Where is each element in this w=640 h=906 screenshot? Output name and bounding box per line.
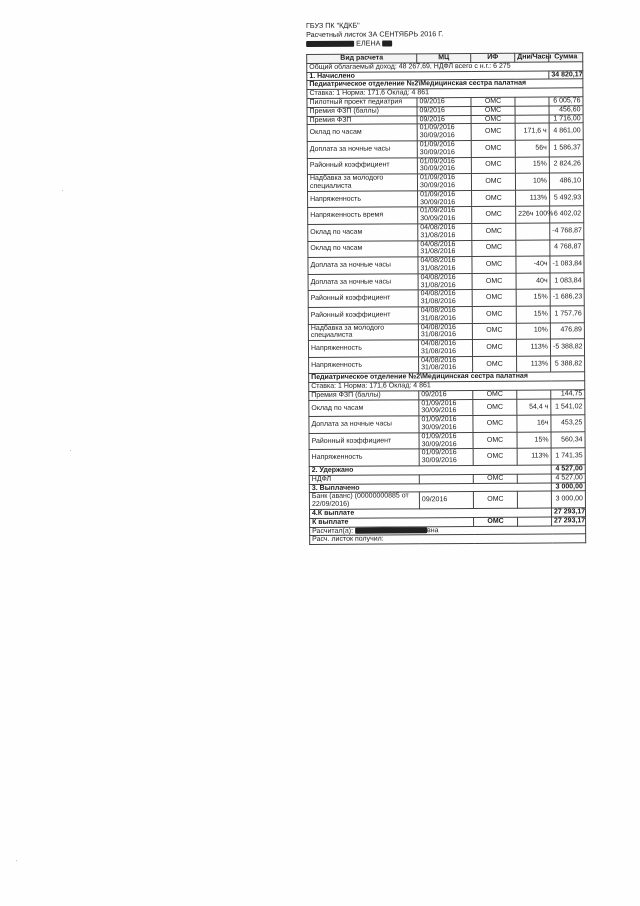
row-sum: -5 388,82	[550, 339, 584, 356]
table-row	[308, 190, 584, 208]
row-hours: 15%	[515, 157, 549, 174]
period-end: 30/09/2016	[419, 132, 455, 140]
row-sum: 453,25	[551, 415, 585, 432]
row-name: Районный коэффициент	[309, 433, 419, 450]
col-header: Дни/Часы	[515, 53, 549, 62]
row-name: Районный коэффициент	[307, 157, 417, 174]
row-period	[417, 140, 471, 157]
row-hours	[515, 106, 549, 115]
row-period	[417, 97, 471, 106]
col-header: ИФ	[471, 53, 515, 62]
period-end: 30/09/2016	[419, 182, 456, 190]
section-total: 3 000,00	[551, 482, 585, 491]
row-name: Доплата за ночные часы	[309, 416, 419, 433]
col-header: Вид расчета	[307, 54, 417, 63]
row-sum: 2 824,26	[549, 156, 583, 173]
period-end: 31/08/2016	[420, 265, 456, 273]
period-end: 30/09/2016	[419, 148, 455, 157]
period-end: 31/08/2016	[420, 298, 456, 306]
period-start: 04/08/2016	[420, 306, 456, 315]
row-fund: ОМС	[473, 356, 517, 373]
row-period	[417, 106, 471, 115]
period-start: 04/08/2016	[420, 273, 456, 282]
period-start: 04/08/2016	[421, 356, 457, 364]
final-sum: 27 293,17	[552, 517, 586, 526]
period-start: 04/08/2016	[420, 340, 457, 348]
section-total: 27 293,17	[551, 508, 585, 517]
row-name: Напряженность время	[308, 207, 418, 224]
row-sum: 5 388,82	[551, 355, 585, 372]
period-end: 30/09/2016	[421, 424, 457, 432]
row-period	[417, 174, 471, 191]
row-sum: 1 586,37	[549, 140, 583, 157]
row-fund: ОМС	[472, 256, 516, 273]
row-hours	[517, 474, 551, 483]
row-name: Оклад по часам	[307, 124, 417, 141]
table-row	[309, 432, 585, 450]
section-label: 4.К выплате	[309, 508, 551, 518]
dept-title: Педиатрическое отделение №2\Медицинская сестра палатная	[307, 79, 583, 89]
period-start: 01/09/2016	[421, 399, 457, 407]
row-period	[418, 306, 472, 323]
scan-speck	[62, 190, 63, 191]
row-name: НДФЛ	[309, 475, 419, 484]
final-fund: ОМС	[474, 517, 518, 526]
row-sum: 6 005,76	[549, 97, 583, 106]
row-fund: ОМС	[473, 390, 517, 399]
row-period	[418, 190, 472, 207]
table-row	[308, 273, 584, 291]
dept-rate: Ставка: 1 Норма: 171,6 Оклад: 4 861	[307, 88, 583, 98]
row-hours: 113%	[516, 339, 550, 356]
row-fund: ОМС	[473, 474, 517, 483]
slip-title: Расчетный листок ЗА СЕНТЯБРЬ 2016 Г.	[306, 29, 444, 39]
payslip	[306, 20, 586, 622]
row-period	[418, 223, 472, 240]
row-hours	[516, 240, 550, 257]
row-fund: ОМС	[472, 339, 516, 356]
row-sum: -1 083,84	[550, 256, 584, 273]
row-hours	[517, 390, 551, 399]
row-fund: ОМС	[473, 432, 517, 449]
row-sum: 4 861,00	[549, 123, 583, 140]
period-end: 30/09/2016	[419, 165, 455, 173]
table-row	[307, 156, 583, 174]
row-hours	[518, 517, 552, 526]
table-row	[307, 173, 583, 191]
period-start: 01/09/2016	[421, 416, 457, 424]
period-start: 01/09/2016	[420, 207, 456, 215]
row-hours	[515, 115, 549, 124]
table-row	[307, 123, 583, 141]
period-end: 31/08/2016	[420, 314, 456, 323]
row-period	[419, 356, 473, 373]
row-name: Напряженность	[309, 449, 419, 466]
period-start: 04/08/2016	[420, 257, 456, 265]
table-row	[308, 306, 584, 324]
row-fund: ОМС	[471, 140, 515, 157]
calc-suffix: вна	[426, 526, 439, 534]
table-row	[309, 491, 585, 509]
row-name: Районный коэффициент	[308, 290, 418, 307]
section-total: 4 527,00	[551, 465, 585, 474]
row-name: Напряженность	[308, 191, 418, 208]
period-start: 01/09/2016	[419, 141, 455, 149]
period-end: 31/08/2016	[420, 281, 456, 289]
row-name: Доплата за ночные часы	[307, 141, 417, 158]
row-period: 09/2016	[419, 492, 473, 509]
period-start: 01/09/2016	[419, 124, 455, 132]
row-sum: 486,10	[549, 173, 583, 190]
row-name: Оклад по часам	[308, 224, 418, 241]
row-hours: 171,6 ч	[515, 123, 549, 140]
employee-name: ЕЛЕНА	[356, 38, 381, 48]
col-header: Сумма	[549, 53, 583, 62]
row-name: Премия ФЗП (баллы)	[307, 107, 417, 116]
received-row	[310, 534, 586, 544]
table-row	[309, 355, 585, 373]
period-start: 04/08/2016	[420, 290, 456, 298]
row-fund: ОМС	[472, 207, 516, 224]
row-fund: ОМС	[471, 115, 515, 124]
row-hours: 226ч 100%	[516, 206, 550, 223]
row-sum: 1 716,00	[549, 114, 583, 123]
period-end: 31/08/2016	[420, 231, 456, 240]
row-fund: ОМС	[471, 106, 515, 115]
period-start: 09/2016	[419, 106, 445, 115]
period-end: 30/09/2016	[421, 457, 457, 465]
row-fund: ОМС	[472, 190, 516, 207]
row-fund: ОМС	[471, 97, 515, 106]
redaction-bar	[355, 527, 427, 533]
final-label: К выплате	[310, 517, 474, 527]
row-sum: 1 541,02	[551, 398, 585, 415]
row-fund: ОМС	[473, 415, 517, 432]
summary-text: Общий облагаемый доход: 48 267,69, НДФЛ всего с н.г.: 6 275	[307, 62, 583, 72]
period-end: 31/08/2016	[420, 248, 456, 256]
row-hours: 56ч	[515, 140, 549, 157]
row-fund: ОМС	[473, 449, 517, 466]
redaction-bar	[306, 41, 354, 47]
section-label: 2. Удержано	[309, 465, 551, 475]
row-name: Районный коэффициент	[308, 307, 418, 324]
row-period	[419, 432, 473, 449]
dept-rate: Ставка: 1 Норма: 171,6 Оклад: 4 861	[309, 381, 585, 391]
row-hours: 15%	[517, 432, 551, 449]
row-hours: 54,4 ч	[517, 399, 551, 416]
row-fund: ОМС	[472, 240, 516, 257]
section-label: 1. Начислено	[307, 71, 549, 81]
row-name: Банк (аванс) (00000000885 от 22/09/2016)	[309, 492, 419, 509]
row-hours: 10%	[516, 323, 550, 340]
row-hours: 113%	[517, 448, 551, 465]
period-start: 01/09/2016	[421, 449, 457, 457]
row-fund: ОМС	[471, 124, 515, 141]
redaction-bar	[382, 41, 392, 47]
table-row	[308, 206, 584, 224]
period-end: 30/09/2016	[420, 198, 456, 206]
period-start: 09/2016	[419, 98, 445, 106]
row-name: Доплата за ночные часы	[308, 257, 418, 274]
period-start: 09/2016	[421, 391, 447, 399]
row-hours: 15%	[516, 306, 550, 323]
table-row	[308, 339, 584, 357]
dept1-rows	[307, 97, 585, 374]
period-end: 31/08/2016	[421, 364, 457, 372]
table-body	[307, 62, 583, 99]
row-period	[418, 207, 472, 224]
row-hours: 10%	[515, 173, 549, 190]
row-period	[419, 474, 473, 483]
row-period	[419, 399, 473, 416]
row-fund: ОМС	[472, 306, 516, 323]
section-total: 34 820,17	[549, 70, 583, 79]
row-name: Доплата за ночные часы	[308, 274, 418, 291]
row-hours: 40ч	[516, 273, 550, 290]
table-row	[309, 448, 585, 466]
scan-speck	[70, 450, 71, 451]
table-row	[307, 140, 583, 158]
row-period	[419, 390, 473, 399]
row-period	[418, 257, 472, 274]
period-end: 30/09/2016	[421, 440, 457, 448]
row-fund: ОМС	[471, 157, 515, 174]
row-period	[418, 290, 472, 307]
row-period	[418, 273, 472, 290]
table-row	[309, 398, 585, 416]
row-fund: ОМС	[472, 323, 516, 340]
row-name: Надбавка за молодого специалиста	[307, 174, 417, 191]
table-row	[309, 415, 585, 433]
row-fund: ОМС	[471, 173, 515, 190]
row-sum: 476,89	[550, 322, 584, 339]
row-name: Надбавка за молодого специалиста	[308, 323, 418, 340]
calc-label: Расчитал(а):	[312, 527, 354, 535]
row-fund: ОМС	[473, 399, 517, 416]
row-sum: 4 527,00	[551, 474, 585, 483]
row-fund: ОМС	[472, 290, 516, 307]
row-period	[417, 124, 471, 141]
row-sum: 1 757,76	[550, 306, 584, 323]
period-start: 04/08/2016	[420, 240, 456, 248]
payslip-table	[306, 52, 586, 545]
table-row	[308, 289, 584, 307]
row-sum: 1 741,35	[551, 448, 585, 465]
org-name: ГБУЗ ПК "КДКБ"	[305, 20, 360, 30]
table-row	[308, 223, 584, 241]
row-period	[419, 416, 473, 433]
row-period	[418, 340, 472, 357]
row-hours	[515, 97, 549, 106]
row-name: Напряженность	[309, 357, 419, 374]
dept2-rows	[309, 390, 585, 467]
row-sum: 5 492,93	[550, 190, 584, 207]
employee-line	[306, 39, 392, 48]
period-start: 04/08/2016	[420, 224, 456, 232]
row-hours: 113%	[517, 356, 551, 373]
row-fund: ОМС	[473, 492, 517, 509]
period-start: 01/09/2016	[419, 174, 456, 182]
row-period	[418, 240, 472, 257]
table-row	[308, 322, 584, 340]
received-label: Расч. листок получил:	[310, 534, 586, 544]
row-hours: -40ч	[516, 256, 550, 273]
row-sum: 3 000,00	[551, 491, 585, 508]
period-start: 01/09/2016	[421, 432, 457, 441]
row-period	[417, 115, 471, 124]
row-sum: 456,60	[549, 106, 583, 115]
row-hours	[517, 491, 551, 508]
deductions-section	[309, 465, 585, 545]
section-label: 3. Выплачено	[309, 483, 551, 493]
row-sum: 144,75	[551, 390, 585, 399]
scan-speck	[16, 860, 17, 861]
row-period	[417, 157, 471, 174]
row-sum: 4 768,87	[550, 239, 584, 256]
period-start: 04/08/2016	[420, 323, 456, 331]
row-sum: -1 686,23	[550, 289, 584, 306]
table-row	[308, 256, 584, 274]
row-hours: 15%	[516, 289, 550, 306]
period-end: 31/08/2016	[420, 347, 457, 356]
period-start: 01/09/2016	[419, 157, 455, 165]
row-name: Премия ФЗП (баллы)	[309, 391, 419, 400]
row-sum: 1 083,84	[550, 273, 584, 290]
row-sum: 560,34	[551, 432, 585, 449]
row-hours	[516, 223, 550, 240]
dept2-header	[309, 372, 585, 391]
row-sum: -4 768,87	[550, 223, 584, 240]
row-name: Напряженность	[308, 340, 418, 357]
row-name: Оклад по часам	[308, 240, 418, 257]
period-end: 30/09/2016	[421, 407, 457, 415]
table-row	[308, 239, 584, 257]
row-name: Пилотный проект педиатрия	[307, 98, 417, 107]
row-sum: 6 402,02	[550, 206, 584, 223]
row-fund: ОМС	[472, 273, 516, 290]
row-hours: 113%	[516, 190, 550, 207]
dept-title: Педиатрическое отделение №2\Медицинская сестра палатная	[309, 372, 585, 382]
row-period	[418, 323, 472, 340]
period-end: 31/08/2016	[420, 331, 456, 339]
row-hours: 16ч	[517, 415, 551, 432]
row-name: Премия ФЗП	[307, 115, 417, 124]
period-start: 09/2016	[419, 115, 445, 123]
period-end: 30/09/2016	[420, 215, 456, 223]
row-period	[419, 449, 473, 466]
col-header: МЦ	[417, 53, 471, 62]
row-name: Оклад по часам	[309, 399, 419, 416]
period-start: 01/09/2016	[420, 190, 456, 199]
row-fund: ОМС	[472, 223, 516, 240]
